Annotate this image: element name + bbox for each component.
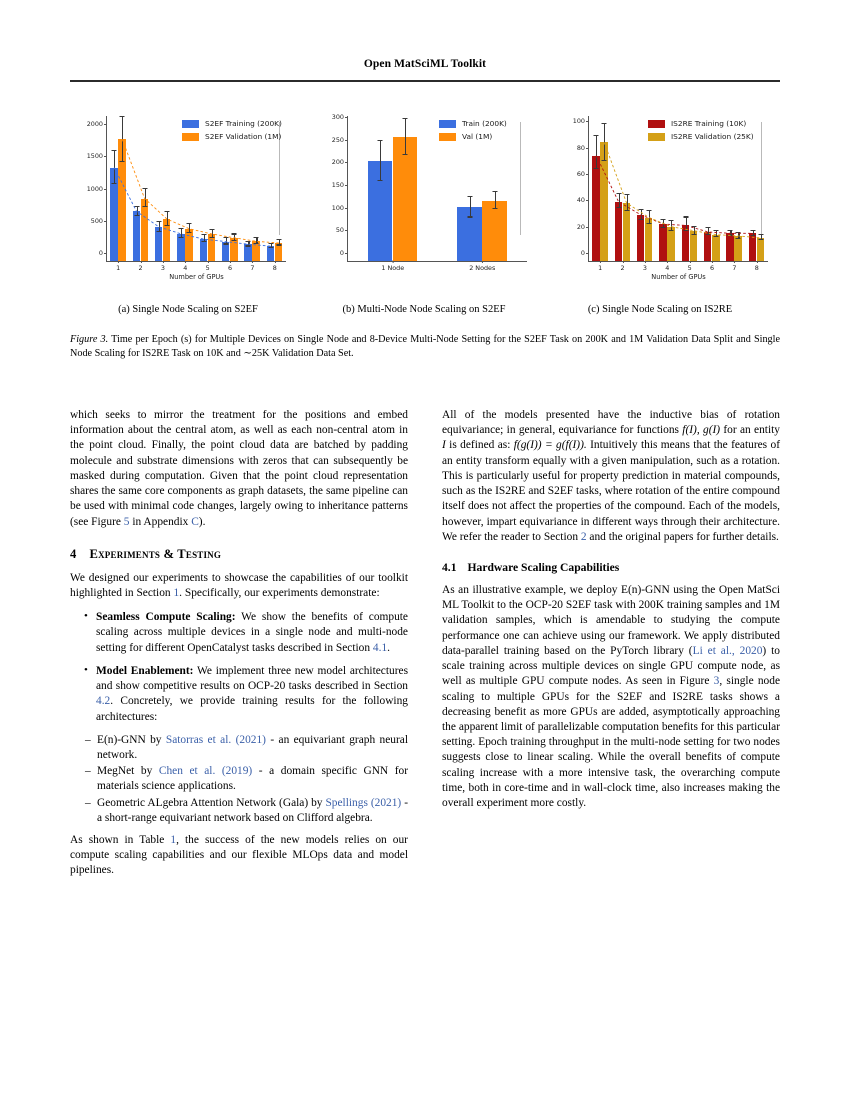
chart-error-bar [619,194,620,209]
y-axis-tick-label: 0 [98,249,103,257]
chart-error-cap [112,183,117,184]
legend-color-swatch [182,120,199,128]
x-axis-tick-label: 4 [183,264,188,272]
chart-error-cap [661,219,666,220]
chart-error-cap [142,206,147,207]
chart-error-cap [254,237,259,238]
chart-error-cap [224,237,229,238]
x-axis-tick-label: 5 [687,264,692,272]
chart-bar [200,239,207,261]
list-item [87,664,408,725]
chart-error-bar [627,195,628,211]
chart-error-cap [602,123,607,124]
y-axis-tick-label: 250 [331,135,344,144]
subcaption-a: (a) Single Node Scaling on S2EF [118,304,258,315]
para-text: As shown in Table [70,834,171,847]
chart-error-cap [232,240,237,241]
appendix-reference-c[interactable]: C [191,515,199,528]
bullet-bold-label: Seamless Compute Scaling: [96,611,236,624]
chart-c-plot-area [552,108,780,290]
legend-color-swatch [648,120,665,128]
section-reference-4-1[interactable]: 4.1 [372,641,388,654]
architecture-dash-list [70,733,408,826]
legend-color-swatch [439,120,456,128]
chart-c-right-spine [761,122,762,235]
section-reference-2[interactable]: 2 [580,530,587,543]
chart-bar [177,234,184,261]
chart-error-cap [691,234,696,235]
chart-error-cap [714,236,719,237]
section-number: 4 [70,546,77,561]
chart-error-cap [224,243,229,244]
legend-label: S2EF Training (200K) [205,119,282,129]
chart-error-cap [467,216,472,217]
legend-color-swatch [648,133,665,141]
figure-reference-5[interactable]: 5 [123,515,130,528]
chart-error-cap [616,207,621,208]
chart-bar [482,201,506,261]
x-axis-tick-label: 2 Nodes [469,264,496,272]
chart-error-cap [728,230,733,231]
y-axis-tick-label: 500 [90,216,103,225]
dash-text-post: - an equivariant graph neural network. [97,733,409,761]
x-axis-label: Number of GPUs [651,273,706,281]
left-column [70,408,408,888]
legend-label: IS2RE Training (10K) [671,119,747,129]
chart-error-cap [638,219,643,220]
chart-bar [615,202,622,261]
citation-spellings-2021[interactable]: Spellings (2021) [325,796,402,809]
chart-error-cap [268,247,273,248]
bullet-text: We implement three new model architectures and show competitive results on OCP-20 tasks described in Section [96,664,409,693]
chart-error-cap [187,223,192,224]
legend-label: S2EF Validation (1M) [205,132,282,142]
paragraph-experiments-intro [70,571,408,601]
chart-bar [393,137,417,261]
paragraph-hardware-scaling [442,583,780,811]
chart-error-cap [646,210,651,211]
citation-satorras-2021[interactable]: Satorras et al. (2021) [165,733,266,746]
chart-error-cap [120,161,125,162]
chart-error-cap [201,241,206,242]
chart-error-cap [669,220,674,221]
dash-text-pre: MegNet by [97,765,159,778]
chart-bar [704,232,711,261]
x-axis-tick-label: 4 [665,264,670,272]
chart-bar [690,231,697,261]
chart-error-cap [492,191,497,192]
subsection-title: Hardware Scaling Capabilities [467,560,620,574]
chart-c-legend [648,120,754,146]
chart-error-cap [246,241,251,242]
para-text-tail: ). [198,515,206,528]
chart-error-bar [380,141,381,181]
y-axis-tick-label: 300 [331,113,344,122]
chart-error-cap [616,193,621,194]
chart-bar [726,233,733,261]
chart-error-cap [683,216,688,217]
y-axis-tick-label: 2000 [86,120,103,129]
chart-bar [734,236,741,261]
para-text-tail: Intuitively this means that the features of an entity transform equally with a given manipulation, such as a rotation. This is particularly useful for property prediction in material compounds, such as the IS2RE and S2EF tasks, where rotation of the entire compound itself does not affect the properties of the compound. Each of the models, however, impart equivariance in different ways through their architecture. We refer the reader to Section [442,439,780,543]
chart-error-cap [156,221,161,222]
chart-error-cap [706,227,711,228]
x-axis-label: Number of GPUs [169,273,224,281]
legend-color-swatch [439,133,456,141]
y-axis-tick-label: 50 [335,226,344,235]
bullet-text: We show the benefits of compute scaling across multiple devices in a single node and multi-node setting for different OpenCatalyst tasks described in Section [96,611,408,654]
figure-reference-3[interactable]: 3 [713,675,720,688]
chart-error-cap [134,206,139,207]
chart-error-cap [669,230,674,231]
chart-error-cap [714,230,719,231]
chart-bar [592,156,599,261]
chart-error-bar [145,189,146,207]
header-divider-rule [70,80,780,82]
para-text-mid2: is defined as: [445,439,514,452]
chart-error-cap [594,135,599,136]
chart-bar [757,238,764,261]
chart-error-cap [164,225,169,226]
chart-error-cap [728,235,733,236]
list-item [85,733,408,763]
legend-label: IS2RE Validation (25K) [671,132,754,142]
chart-error-cap [232,233,237,234]
chart-error-cap [209,237,214,238]
para-text-tail: , the success of the new models relies on our compute scaling capabilities and our flexible MLOps data and model pipelines. [70,834,408,877]
chart-error-bar [495,192,496,209]
y-axis-tick-label: 40 [576,196,585,205]
chart-error-bar [405,119,406,155]
chart-error-cap [750,230,755,231]
chart-error-cap [112,150,117,151]
x-axis-tick-label: 8 [272,264,277,272]
chart-bar [712,235,719,261]
figure-caption [70,333,780,362]
chart-error-cap [691,226,696,227]
chart-single-node-s2ef [70,108,298,290]
chart-bar [252,241,259,261]
chart-error-cap [736,238,741,239]
y-axis-tick-label: 60 [576,169,585,178]
x-axis-tick-label: 5 [205,264,210,272]
list-item [85,764,408,794]
chart-error-cap [120,116,125,117]
chart-error-cap [758,234,763,235]
chart-error-cap [492,208,497,209]
charts-row [70,108,780,290]
chart-error-cap [646,223,651,224]
dash-text-pre: E(n)-GNN by [97,733,166,746]
chart-error-bar [122,117,123,161]
chart-bar [749,233,756,261]
chart-error-cap [638,209,643,210]
section-heading-experiments [70,547,408,562]
chart-error-bar [167,212,168,226]
x-axis-tick-label: 2 [138,264,143,272]
section-reference-1[interactable]: 1 [173,586,180,599]
y-axis-tick-label: 200 [331,158,344,167]
chart-error-bar [596,136,597,169]
chart-error-cap [246,245,251,246]
chart-error-cap [467,196,472,197]
chart-single-node-is2re [552,108,780,290]
legend-label: Val (1M) [462,132,493,142]
list-item [85,796,408,826]
paragraph-equivariance [442,408,780,545]
y-axis-tick-label: 150 [331,181,344,190]
running-header-title: Open MatSciML Toolkit [363,58,487,70]
chart-error-bar [114,151,115,183]
legend-label: Train (200K) [462,119,507,129]
dash-text-pre: Geometric ALgebra Attention Network (Gala) by [97,796,326,809]
legend-entry [648,133,754,141]
legend-entry [182,120,282,128]
subcaption-c: (c) Single Node Scaling on IS2RE [587,304,733,315]
chart-multi-node-s2ef [311,108,539,290]
y-axis-tick-label: 0 [580,249,585,257]
subsection-number: 4.1 [442,560,457,574]
x-axis-tick-label: 7 [250,264,255,272]
chart-error-cap [403,118,408,119]
chart-bar [682,225,689,261]
chart-bar [141,199,148,262]
chart-error-cap [276,244,281,245]
chart-a-plot-area [70,108,298,290]
legend-entry [182,133,282,141]
chart-bar [667,227,674,261]
chart-error-cap [624,210,629,211]
x-axis-tick-label: 1 [598,264,603,272]
chart-error-cap [378,140,383,141]
legend-entry [439,133,507,141]
x-axis-tick-label: 8 [754,264,759,272]
chart-b-legend [439,120,507,146]
chart-error-cap [179,237,184,238]
section-title: Experiments & Testing [89,546,222,561]
y-axis-tick-label: 1000 [86,184,103,193]
chart-error-cap [134,215,139,216]
contribution-bullet-list [70,610,408,725]
y-axis-tick-label: 1500 [86,152,103,161]
chart-error-cap [164,211,169,212]
chart-error-cap [736,232,741,233]
paragraph-table-reference [70,833,408,879]
bullet-text-tail: . Concretely, we provide training results for the following architectures: [96,695,408,723]
y-axis-tick-label: 20 [576,222,585,231]
chart-error-cap [254,243,259,244]
chart-bar [230,238,237,261]
chart-error-cap [758,239,763,240]
chart-error-cap [179,228,184,229]
chart-bar [659,224,666,261]
math-entity-i: I [442,439,446,452]
chart-bar [637,215,644,261]
chart-error-cap [624,194,629,195]
chart-error-cap [403,154,408,155]
chart-a-legend [182,120,282,146]
chart-error-cap [209,229,214,230]
y-axis-tick-label: 0 [339,249,344,257]
y-axis-tick-label: 100 [331,203,344,212]
chart-bar [133,211,140,261]
right-column [442,408,780,888]
chart-error-cap [276,239,281,240]
chart-error-cap [156,231,161,232]
chart-error-cap [142,188,147,189]
x-axis-tick-label: 7 [732,264,737,272]
chart-error-cap [594,168,599,169]
paragraph-point-cloud [70,408,408,530]
chart-error-bar [604,124,605,161]
math-equivariance-equation: f(g(I)) = g(f(I)). [513,439,587,452]
x-axis-tick-label: 1 [116,264,121,272]
chart-error-cap [683,230,688,231]
y-axis-tick-label: 100 [572,117,585,126]
figure-3 [70,108,780,362]
subcaption-b: (b) Multi-Node Node Scaling on S2EF [342,304,506,315]
para-text: We designed our experiments to showcase the capabilities of our toolkit highlighted in Section [70,571,408,599]
dash-text-post: - a domain specific GNN for materials science applications. [97,765,408,793]
para-text-mid2: , single node scaling to multiple GPUs for the S2EF and IS2RE tasks shows a decreasing benefit as more GPUs are added, asymptotically approaching the apparent limit of parallelizable computation benefits for this particular setting. Epoch training throughput in the multi-node setting for two nodes suggests close to linear scaling. While the overall benefits of compute scaling increase with a more intensive task, the overarching compute time, both in core-time and in wall-clock time, also increases making the overall experiment more costly. [442,675,780,810]
para-text-mid: for an entity [720,424,780,437]
dash-text-post: - a short-range equivariant network based on Clifford algebra. [97,796,408,824]
para-text-mid: ) to scale training across multiple devices on single GPU compute node, as well as multiple GPU compute nodes. As seen in Figure [442,644,780,688]
para-text: which seeks to mirror the treatment for the positions and embed information about the central atom, as well as each non-central atom in the point cloud. Finally, the point cloud data are batched by padding molecule and substrate dimensions with zeros that can subsequently be masked during computation. Given that the point cloud representation shares the same core components as graph datasets, the same pipeline can be used with minimal code changes, largely owing to inheritance patterns (see Figure [70,409,408,528]
chart-bar [244,244,251,261]
table-reference-1[interactable]: 1 [170,834,177,847]
x-axis-tick-label: 1 Node [381,264,405,272]
math-functions-fg: f(I), g(I) [682,424,721,437]
para-text-end: and the original papers for further details. [586,530,779,543]
bullet-text-tail: . [387,641,391,654]
para-text-mid: in Appendix [129,515,192,528]
y-axis-tick-label: 80 [576,143,585,152]
body-two-columns [70,408,780,888]
legend-entry [439,120,507,128]
citation-chen-2019[interactable]: Chen et al. (2019) [158,765,253,778]
x-axis-tick-label: 2 [620,264,625,272]
chart-error-cap [268,243,273,244]
subsection-heading-hardware-scaling [442,561,780,574]
para-text: As an illustrative example, we deploy E(n)-GNN using the Open MatSci ML Toolkit to the OCP-20 S2EF task with 200K training samples and 1M validation samples, which is amendable to studying the compute performance one can achieve using our framework. We apply distributed data-parallel training based on the PyTorch library ( [442,583,780,657]
legend-entry [648,120,754,128]
x-axis-tick-label: 6 [228,264,233,272]
para-text-tail: . Specifically, our experiments demonstrate: [179,586,380,599]
x-axis-tick-label: 6 [710,264,715,272]
citation-li-2020[interactable]: Li et al., 2020 [692,644,763,657]
chart-error-cap [187,232,192,233]
chart-error-cap [661,227,666,228]
chart-error-bar [470,197,471,218]
chart-bar [275,243,282,261]
para-text: All of the models presented have the inductive bias of rotation equivariance; in general, equivariance for functions [442,409,780,437]
chart-bar [267,246,274,261]
list-item [87,610,408,656]
chart-b-right-spine [520,122,521,235]
legend-color-swatch [182,133,199,141]
chart-error-cap [602,160,607,161]
x-axis-tick-label: 3 [160,264,165,272]
chart-error-cap [750,235,755,236]
figure-subcaptions [70,304,780,315]
chart-error-cap [201,234,206,235]
bullet-bold-label: Model Enablement: [96,664,194,677]
chart-bar [185,229,192,261]
section-reference-4-2[interactable]: 4.2 [96,695,111,708]
chart-error-cap [706,234,711,235]
chart-error-cap [378,180,383,181]
chart-b-plot-area [311,108,539,290]
x-axis-tick-label: 3 [642,264,647,272]
figure-caption-label: Figure 3. [70,334,109,345]
chart-bar [623,203,630,261]
figure-caption-text: Time per Epoch (s) for Multiple Devices on Single Node and 8-Device Multi-Node Setting for the S2EF Task on 200K and 1M Validation Data Split and Single Node Scaling for IS2RE Task on 10K and ∼25K Validation Data Set. [70,334,780,360]
